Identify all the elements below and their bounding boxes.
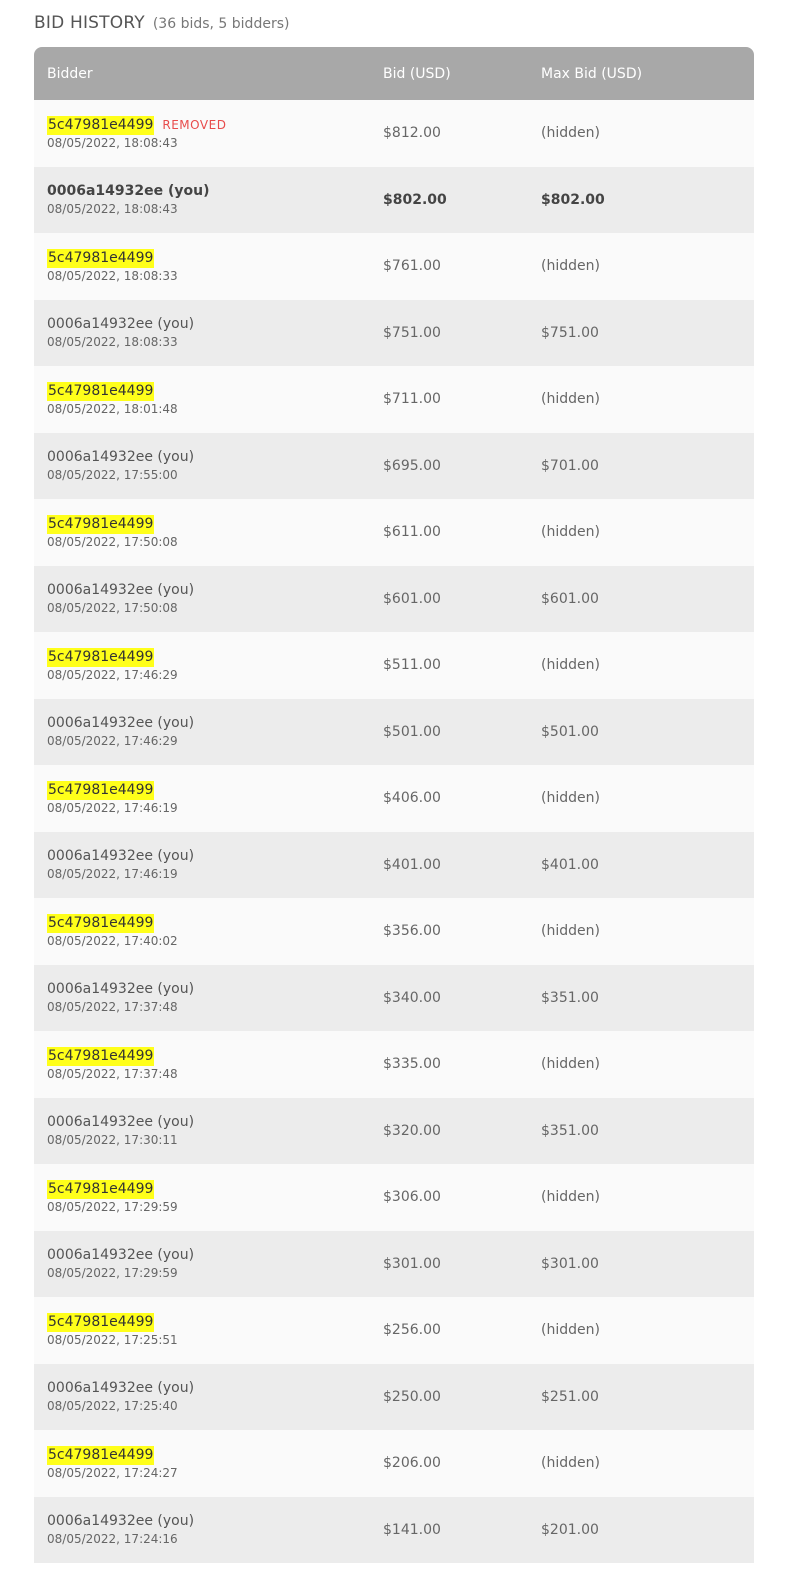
removed-badge: REMOVED [162, 117, 227, 132]
bidder-name: 0006a14932ee (you) [47, 981, 195, 998]
max-bid-amount: $701.00 [541, 457, 599, 474]
bidder-cell [34, 116, 383, 151]
max-bid-amount: (hidden) [541, 524, 600, 541]
bid-amount: $320.00 [383, 1122, 441, 1139]
bidder-line [47, 714, 383, 733]
bidder-line [47, 980, 383, 999]
bid-timestamp: 08/05/2022, 17:46:29 [47, 667, 178, 682]
column-header-max-bid: Max Bid (USD) [541, 65, 643, 82]
bid-timestamp: 08/05/2022, 18:08:33 [47, 268, 178, 283]
bidder-line [47, 1113, 383, 1132]
bid-amount: $206.00 [383, 1455, 441, 1472]
table-row [34, 1164, 754, 1231]
table-row [34, 366, 754, 433]
max-bid-amount: (hidden) [541, 391, 600, 408]
bid-amount: $501.00 [383, 723, 441, 740]
table-header [34, 47, 754, 100]
bidder-name: 5c47981e4499 [48, 781, 154, 798]
max-bid-amount: (hidden) [541, 1189, 600, 1206]
bidder-line [47, 315, 383, 334]
bid-timestamp: 08/05/2022, 18:08:33 [47, 335, 178, 350]
bid-amount: $601.00 [383, 590, 441, 607]
bid-history-heading [34, 0, 754, 47]
table-row [34, 965, 754, 1032]
bid-timestamp: 08/05/2022, 17:24:16 [47, 1532, 178, 1547]
bidder-name: 0006a14932ee (you) [47, 1247, 195, 1264]
bid-summary: (36 bids, 5 bidders) [152, 16, 290, 32]
bid-amount: $751.00 [383, 324, 441, 341]
bid-amount: $711.00 [383, 391, 441, 408]
table-row [34, 765, 754, 832]
bid-amount: $761.00 [383, 258, 441, 275]
bid-amount: $141.00 [383, 1521, 441, 1538]
table-row [34, 1098, 754, 1165]
max-bid-amount: $351.00 [541, 989, 599, 1006]
bidder-cell [34, 1512, 383, 1547]
max-bid-amount: (hidden) [541, 1322, 600, 1339]
bid-amount: $812.00 [383, 125, 441, 142]
bid-amount: $406.00 [383, 790, 441, 807]
bidder-name: 5c47981e4499 [48, 1446, 154, 1463]
bidder-line [47, 249, 383, 268]
bid-amount: $511.00 [383, 657, 441, 674]
bid-timestamp: 08/05/2022, 17:50:08 [47, 534, 178, 549]
bidder-line [47, 1379, 383, 1398]
bidder-name: 5c47981e4499 [48, 116, 154, 133]
table-row [34, 167, 754, 234]
bidder-cell [34, 1313, 383, 1348]
bid-amount: $301.00 [383, 1255, 441, 1272]
bidder-cell [34, 648, 383, 683]
bidder-line [47, 1180, 383, 1199]
bid-timestamp: 08/05/2022, 17:29:59 [47, 1266, 178, 1281]
bidder-line [47, 182, 383, 201]
page-title: BID HISTORY [34, 13, 145, 33]
bidder-name: 0006a14932ee (you) [47, 1513, 195, 1530]
max-bid-amount: (hidden) [541, 1455, 600, 1472]
bidder-cell [34, 1113, 383, 1148]
bidder-line [47, 648, 383, 667]
bid-amount: $335.00 [383, 1056, 441, 1073]
bid-timestamp: 08/05/2022, 18:08:43 [47, 135, 178, 150]
bidder-name: 0006a14932ee (you) [47, 183, 210, 200]
bidder-cell [34, 714, 383, 749]
bidder-name: 5c47981e4499 [48, 515, 154, 532]
bidder-cell [34, 315, 383, 350]
bid-timestamp: 08/05/2022, 17:50:08 [47, 601, 178, 616]
bidder-name: 5c47981e4499 [48, 1180, 154, 1197]
bidder-line [47, 847, 383, 866]
bid-timestamp: 08/05/2022, 17:46:19 [47, 800, 178, 815]
max-bid-amount: $351.00 [541, 1122, 599, 1139]
bid-timestamp: 08/05/2022, 17:40:02 [47, 933, 178, 948]
bidder-name: 5c47981e4499 [48, 382, 154, 399]
table-row [34, 1031, 754, 1098]
max-bid-amount: (hidden) [541, 125, 600, 142]
bidder-line [47, 1313, 383, 1332]
bidder-line [47, 116, 383, 135]
max-bid-amount: $251.00 [541, 1388, 599, 1405]
max-bid-amount: $601.00 [541, 590, 599, 607]
max-bid-amount: $201.00 [541, 1521, 599, 1538]
bid-amount: $256.00 [383, 1322, 441, 1339]
bid-timestamp: 08/05/2022, 17:37:48 [47, 1000, 178, 1015]
bidder-line [47, 1047, 383, 1066]
table-row [34, 1231, 754, 1298]
max-bid-amount: $301.00 [541, 1255, 599, 1272]
bidder-line [47, 781, 383, 800]
bidder-name: 5c47981e4499 [48, 1313, 154, 1330]
table-row [34, 1497, 754, 1564]
bid-timestamp: 08/05/2022, 17:25:51 [47, 1332, 178, 1347]
bidder-cell [34, 1446, 383, 1481]
bidder-name: 5c47981e4499 [48, 249, 154, 266]
table-row [34, 632, 754, 699]
bidder-name: 0006a14932ee (you) [47, 316, 195, 333]
max-bid-amount: $401.00 [541, 856, 599, 873]
bidder-name: 0006a14932ee (you) [47, 715, 195, 732]
bid-amount: $356.00 [383, 923, 441, 940]
bidder-name: 0006a14932ee (you) [47, 582, 195, 599]
table-row [34, 233, 754, 300]
max-bid-amount: (hidden) [541, 1056, 600, 1073]
max-bid-amount: $501.00 [541, 723, 599, 740]
bid-history-table [34, 47, 754, 1563]
table-row [34, 898, 754, 965]
bidder-cell [34, 980, 383, 1015]
bidder-name: 0006a14932ee (you) [47, 1114, 195, 1131]
bidder-line [47, 581, 383, 600]
bidder-cell [34, 382, 383, 417]
bid-timestamp: 08/05/2022, 17:25:40 [47, 1399, 178, 1414]
max-bid-amount: (hidden) [541, 790, 600, 807]
bidder-name: 0006a14932ee (you) [47, 848, 195, 865]
bid-amount: $695.00 [383, 457, 441, 474]
bidder-line [47, 1446, 383, 1465]
bid-timestamp: 08/05/2022, 17:46:19 [47, 867, 178, 882]
bidder-cell [34, 1180, 383, 1215]
table-row [34, 832, 754, 899]
bid-amount: $802.00 [383, 191, 447, 208]
bidder-cell [34, 249, 383, 284]
bid-amount: $250.00 [383, 1388, 441, 1405]
max-bid-amount: (hidden) [541, 258, 600, 275]
table-row [34, 566, 754, 633]
column-header-bid: Bid (USD) [383, 65, 451, 82]
bidder-name: 5c47981e4499 [48, 914, 154, 931]
bidder-line [47, 382, 383, 401]
bidder-cell [34, 847, 383, 882]
table-row [34, 499, 754, 566]
bidder-name: 0006a14932ee (you) [47, 449, 195, 466]
bidder-cell [34, 1047, 383, 1082]
bid-timestamp: 08/05/2022, 17:24:27 [47, 1465, 178, 1480]
bid-amount: $306.00 [383, 1189, 441, 1206]
bid-timestamp: 08/05/2022, 18:01:48 [47, 401, 178, 416]
bidder-line [47, 1512, 383, 1531]
bidder-cell [34, 1246, 383, 1281]
max-bid-amount: $751.00 [541, 324, 599, 341]
table-row [34, 699, 754, 766]
column-header-bidder: Bidder [47, 65, 93, 82]
bidder-cell [34, 581, 383, 616]
bidder-cell [34, 515, 383, 550]
table-row [34, 1364, 754, 1431]
bidder-name: 5c47981e4499 [48, 648, 154, 665]
table-row [34, 100, 754, 167]
bidder-cell [34, 781, 383, 816]
bidder-line [47, 448, 383, 467]
bid-timestamp: 08/05/2022, 17:29:59 [47, 1199, 178, 1214]
bid-timestamp: 08/05/2022, 17:46:29 [47, 734, 178, 749]
table-body [34, 100, 754, 1563]
max-bid-amount: (hidden) [541, 923, 600, 940]
bid-amount: $611.00 [383, 524, 441, 541]
table-row [34, 1430, 754, 1497]
bid-timestamp: 08/05/2022, 17:30:11 [47, 1133, 178, 1148]
bidder-line [47, 1246, 383, 1265]
bidder-line [47, 515, 383, 534]
bidder-cell [34, 1379, 383, 1414]
bid-amount: $401.00 [383, 856, 441, 873]
bidder-name: 0006a14932ee (you) [47, 1380, 195, 1397]
bid-timestamp: 08/05/2022, 17:55:00 [47, 468, 178, 483]
bidder-name: 5c47981e4499 [48, 1047, 154, 1064]
bid-amount: $340.00 [383, 989, 441, 1006]
max-bid-amount: (hidden) [541, 657, 600, 674]
bid-timestamp: 08/05/2022, 18:08:43 [47, 202, 178, 217]
table-row [34, 300, 754, 367]
table-row [34, 1297, 754, 1364]
bidder-cell [34, 914, 383, 949]
bidder-line [47, 914, 383, 933]
table-row [34, 433, 754, 500]
bid-timestamp: 08/05/2022, 17:37:48 [47, 1066, 178, 1081]
bidder-cell [34, 448, 383, 483]
bidder-cell [34, 182, 383, 217]
max-bid-amount: $802.00 [541, 191, 605, 208]
